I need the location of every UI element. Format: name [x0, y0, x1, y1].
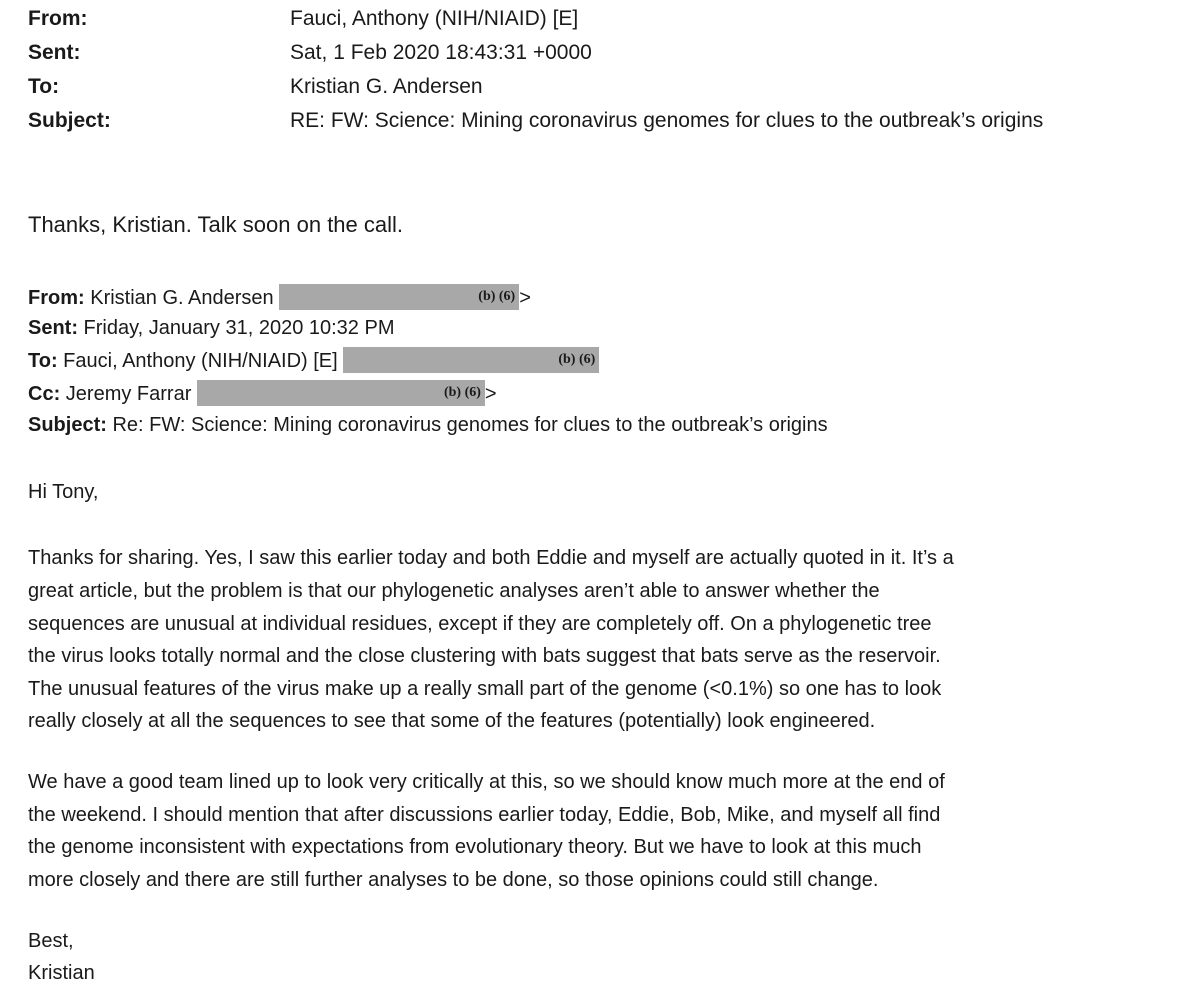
- fwd-subject-value: Re: FW: Science: Mining coronavirus genomes for clues to the outbreak’s origins: [106, 414, 828, 436]
- paragraph-2-line: We have a good team lined up to look very critically at this, so we should know much more at the end of: [28, 771, 945, 793]
- paragraph-1-line: really closely at all the sequences to see that some of the features (potentially) look engineered.: [28, 710, 876, 732]
- redaction-box: [279, 284, 519, 310]
- paragraph-2-line: the genome inconsistent with expectations from evolutionary theory. But we have to look at this much: [28, 836, 922, 858]
- fwd-sent-row: [28, 315, 394, 341]
- fwd-to-value: Fauci, Anthony (NIH/NIAID) [E]: [57, 350, 344, 372]
- redaction-code: (b) (6): [478, 289, 516, 304]
- redaction-box: [197, 380, 485, 406]
- header-subject-value: RE: FW: Science: Mining coronavirus genomes for clues to the outbreak’s origins: [290, 109, 1044, 132]
- header-from-label: From:: [28, 7, 88, 30]
- paragraph-2-line: more closely and there are still further analyses to be done, so those opinions could still change.: [28, 869, 879, 891]
- paragraph-1-line: great article, but the problem is that our phylogenetic analyses aren’t able to answer whether the: [28, 580, 880, 602]
- fwd-from-value: Kristian G. Andersen: [84, 287, 280, 309]
- header-from-value: Fauci, Anthony (NIH/NIAID) [E]: [290, 7, 579, 30]
- paragraph-2-line: the weekend. I should mention that after discussions earlier today, Eddie, Bob, Mike, and myself all find: [28, 804, 941, 826]
- redaction-box: [343, 347, 599, 373]
- header-subject-label: Subject:: [28, 109, 111, 132]
- fwd-subject-label: Subject:: [28, 414, 107, 436]
- reply-text: Thanks, Kristian. Talk soon on the call.: [28, 212, 404, 237]
- redaction-code: (b) (6): [558, 352, 596, 367]
- redaction-code: (b) (6): [443, 385, 481, 400]
- fwd-cc-suffix: >: [484, 383, 497, 405]
- fwd-to-label: To:: [28, 350, 58, 372]
- fwd-cc-label: Cc:: [28, 383, 61, 405]
- fwd-from-label: From:: [28, 287, 85, 309]
- fwd-subject-row: [28, 412, 828, 438]
- paragraph-1-line: the virus looks totally normal and the close clustering with bats suggest that bats serve as the reservoir.: [28, 645, 941, 667]
- fwd-from-row: [28, 284, 531, 311]
- fwd-cc-value: Jeremy Farrar: [60, 383, 197, 405]
- signature: Kristian: [28, 962, 95, 984]
- fwd-sent-value: Friday, January 31, 2020 10:32 PM: [78, 317, 395, 339]
- closing: Best,: [28, 930, 74, 952]
- header-to-label: To:: [28, 75, 60, 98]
- greeting: Hi Tony,: [28, 481, 99, 503]
- fwd-to-row: [28, 347, 599, 374]
- header-sent-value: Sat, 1 Feb 2020 18:43:31 +0000: [290, 41, 592, 64]
- header-sent-label: Sent:: [28, 41, 81, 64]
- header-to-value: Kristian G. Andersen: [290, 75, 483, 98]
- paragraph-1-line: Thanks for sharing. Yes, I saw this earlier today and both Eddie and myself are actually quoted in it. It’s a: [28, 547, 954, 569]
- paragraph-1-line: The unusual features of the virus make up a really small part of the genome (<0.1%) so one has to look: [28, 678, 942, 700]
- fwd-cc-row: [28, 380, 497, 407]
- fwd-from-suffix: >: [519, 287, 531, 309]
- paragraph-1-line: sequences are unusual at individual residues, except if they are completely off. On a phylogenetic tree: [28, 613, 932, 635]
- fwd-sent-label: Sent:: [28, 317, 78, 339]
